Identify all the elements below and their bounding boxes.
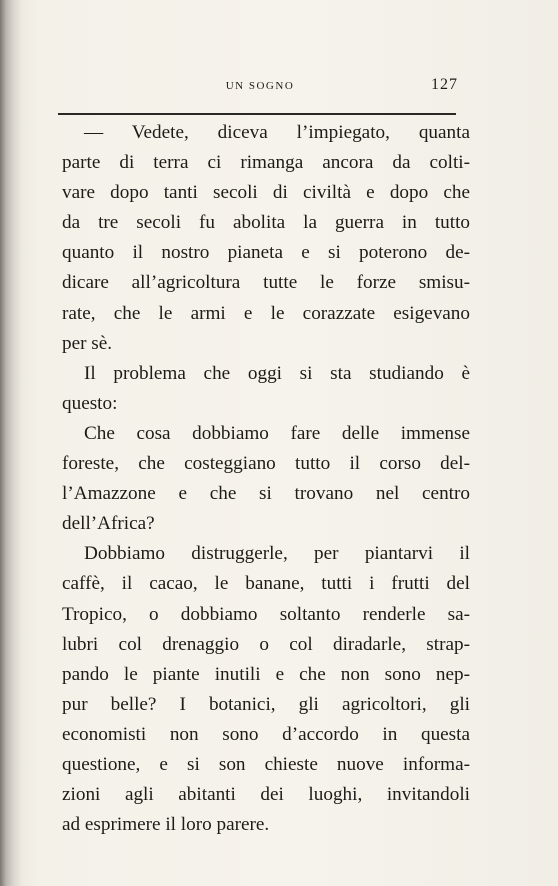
text-line: questione, e si son chieste nuove informa- <box>62 753 470 775</box>
text-line: Tropico, o dobbiamo soltanto renderle sa- <box>62 603 470 625</box>
text-line: per sè. <box>62 332 113 354</box>
text-line: zioni agli abitanti dei luoghi, invitandoli <box>62 784 470 806</box>
text-line: Che cosa dobbiamo fare delle immense <box>84 422 470 444</box>
text-line: dell’Africa? <box>62 513 155 535</box>
text-line: lubri col drenaggio o col diradarle, strap- <box>62 633 470 655</box>
text-line: foreste, che costeggiano tutto il corso del- <box>62 453 470 475</box>
text-line: pur belle? I botanici, gli agricoltori, gli <box>62 693 470 715</box>
body-text <box>62 118 470 840</box>
text-line: ad esprimere il loro parere. <box>62 814 270 836</box>
text-line: — Vedete, diceva l’impiegato, quanta <box>84 122 470 143</box>
text-line: vare dopo tanti secoli di civiltà e dopo che <box>62 182 470 204</box>
page-header <box>60 76 460 100</box>
header-rule <box>58 113 456 115</box>
text-line: dicare all’agricoltura tutte le forze smisu- <box>62 272 470 294</box>
text-line: da tre secoli fu abolita la guerra in tutto <box>62 212 470 234</box>
running-title: UN SOGNO <box>225 80 295 92</box>
text-line: Dobbiamo distruggerle, per piantarvi il <box>84 543 470 565</box>
text-line: pando le piante inutili e che non sono nep- <box>62 663 470 685</box>
text-line: economisti non sono d’accordo in questa <box>62 723 470 745</box>
text-line: rate, che le armi e le corazzate esigevano <box>62 302 470 324</box>
text-line: l’Amazzone e che si trovano nel centro <box>62 483 470 505</box>
text-line: caffè, il cacao, le banane, tutti i frutti del <box>62 573 470 595</box>
page-binding-edge <box>0 0 22 886</box>
text-line: questo: <box>62 392 118 414</box>
page-number: 127 <box>431 76 458 93</box>
text-line: Il problema che oggi si sta studiando è <box>84 362 470 384</box>
text-line: parte di terra ci rimanga ancora da colti- <box>62 152 470 174</box>
text-line: quanto il nostro pianeta e si poterono de- <box>62 242 470 264</box>
